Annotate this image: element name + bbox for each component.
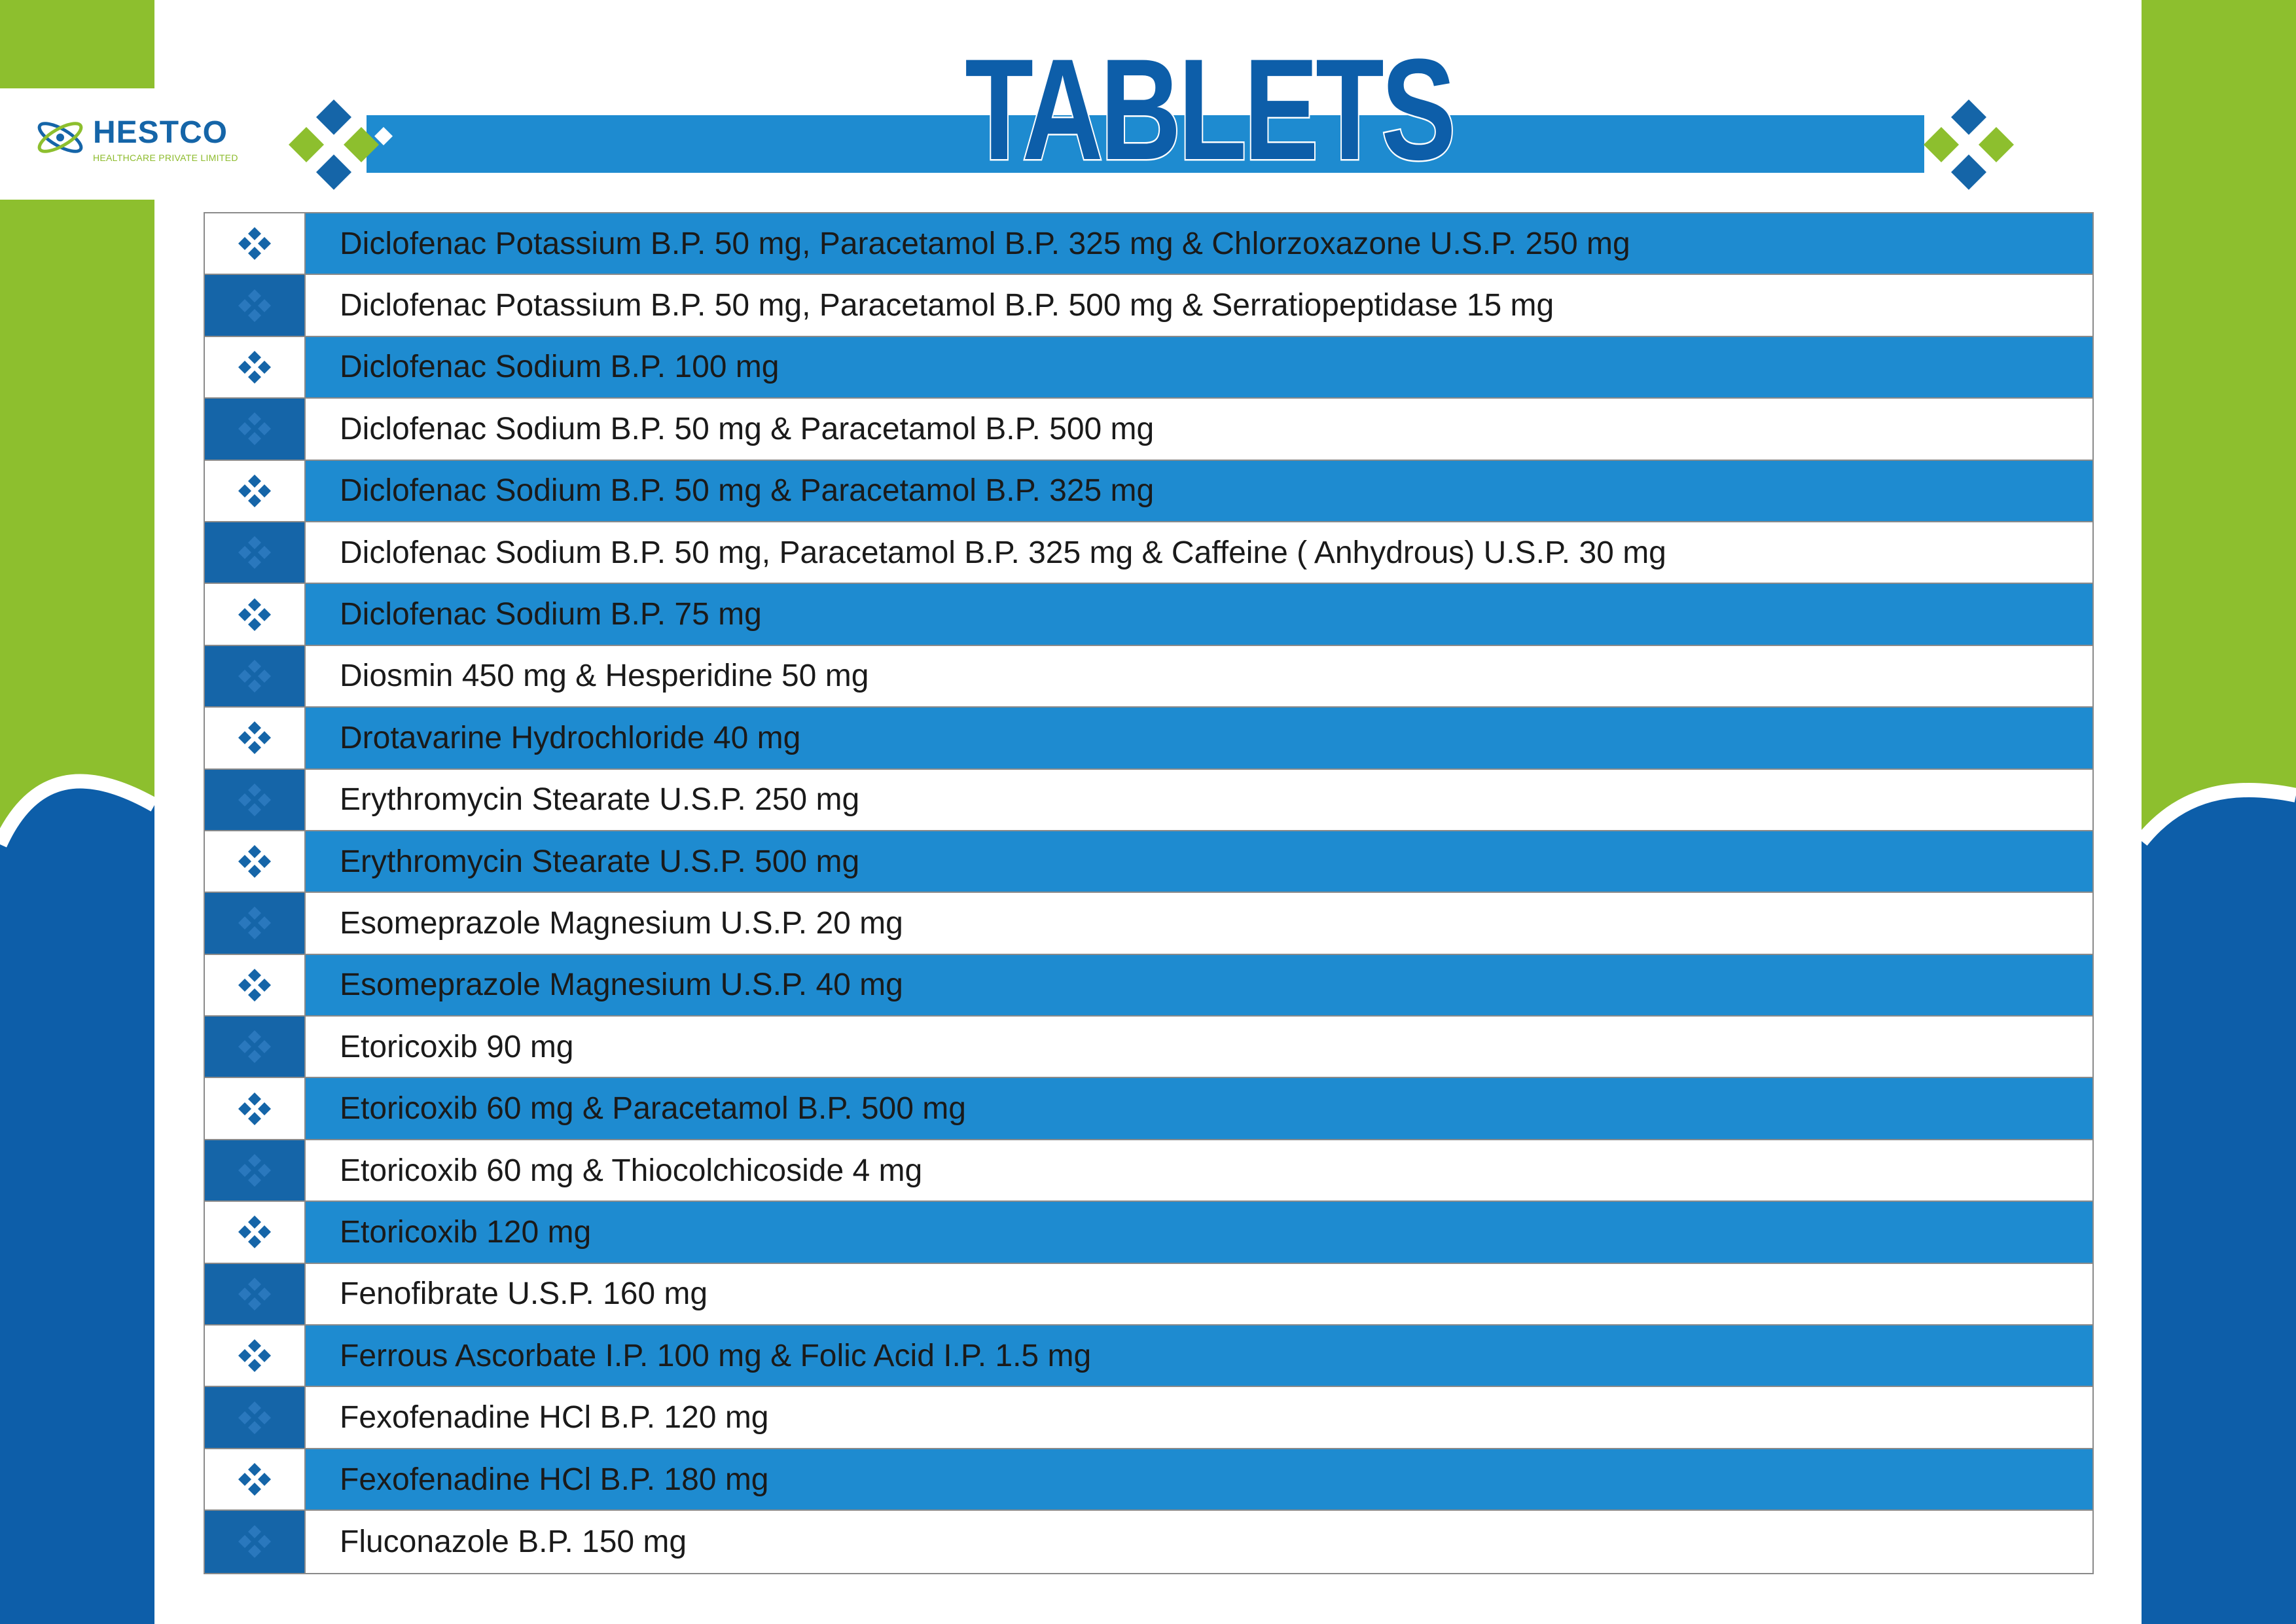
table-row <box>205 522 2092 584</box>
four-diamond-bullet-icon <box>205 1387 306 1447</box>
four-diamond-bullet-icon <box>205 1017 306 1077</box>
diamond-cluster-icon <box>1924 99 2014 190</box>
table-row <box>205 1449 2092 1511</box>
four-diamond-bullet-icon <box>205 708 306 768</box>
four-diamond-bullet-icon <box>205 584 306 644</box>
product-name: Diosmin 450 mg & Hesperidine 50 mg <box>306 646 2092 706</box>
product-name: Diclofenac Potassium B.P. 50 mg, Paracetamol B.P. 500 mg & Serratiopeptidase 15 mg <box>306 275 2092 335</box>
table-row <box>205 1078 2092 1140</box>
table-row <box>205 461 2092 522</box>
product-name: Etoricoxib 90 mg <box>306 1017 2092 1077</box>
left-side-panel <box>0 0 154 1624</box>
product-name: Fexofenadine HCl B.P. 120 mg <box>306 1387 2092 1447</box>
product-name: Diclofenac Sodium B.P. 50 mg & Paracetamol B.P. 325 mg <box>306 461 2092 521</box>
four-diamond-bullet-icon <box>205 1078 306 1138</box>
table-row <box>205 275 2092 336</box>
product-name: Diclofenac Sodium B.P. 50 mg & Paracetamol B.P. 500 mg <box>306 399 2092 459</box>
table-row <box>205 1326 2092 1387</box>
four-diamond-bullet-icon <box>205 399 306 459</box>
right-wave-decoration <box>2142 0 2296 1624</box>
table-row <box>205 708 2092 769</box>
product-name: Esomeprazole Magnesium U.S.P. 20 mg <box>306 893 2092 953</box>
four-diamond-bullet-icon <box>205 1449 306 1509</box>
product-name: Erythromycin Stearate U.S.P. 250 mg <box>306 770 2092 830</box>
product-name: Etoricoxib 60 mg & Thiocolchicoside 4 mg <box>306 1140 2092 1200</box>
brand-subtitle: HEALTHCARE PRIVATE LIMITED <box>93 153 238 163</box>
four-diamond-bullet-icon <box>205 1202 306 1262</box>
four-diamond-bullet-icon <box>205 955 306 1015</box>
product-name: Drotavarine Hydrochloride 40 mg <box>306 708 2092 768</box>
table-row <box>205 1017 2092 1078</box>
product-name: Diclofenac Sodium B.P. 100 mg <box>306 337 2092 397</box>
table-row <box>205 893 2092 954</box>
product-name: Fexofenadine HCl B.P. 180 mg <box>306 1449 2092 1509</box>
product-name: Etoricoxib 120 mg <box>306 1202 2092 1262</box>
product-name: Esomeprazole Magnesium U.S.P. 40 mg <box>306 955 2092 1015</box>
table-row <box>205 1387 2092 1449</box>
table-row <box>205 337 2092 399</box>
table-row <box>205 1140 2092 1202</box>
header-band <box>0 0 2296 196</box>
product-name: Diclofenac Potassium B.P. 50 mg, Paracetamol B.P. 325 mg & Chlorzoxazone U.S.P. 250 mg <box>306 213 2092 274</box>
table-row <box>205 770 2092 831</box>
page-title: TABLETS <box>965 29 1453 190</box>
table-row <box>205 1202 2092 1263</box>
four-diamond-bullet-icon <box>205 770 306 830</box>
product-name: Etoricoxib 60 mg & Paracetamol B.P. 500 mg <box>306 1078 2092 1138</box>
right-side-panel <box>2142 0 2296 1624</box>
company-logo <box>0 88 249 200</box>
diamond-cluster-icon <box>289 99 393 190</box>
four-diamond-bullet-icon <box>205 1511 306 1572</box>
four-diamond-bullet-icon <box>205 1264 306 1324</box>
four-diamond-bullet-icon <box>205 893 306 953</box>
four-diamond-bullet-icon <box>205 275 306 335</box>
table-row <box>205 399 2092 460</box>
four-diamond-bullet-icon <box>205 337 306 397</box>
product-name: Diclofenac Sodium B.P. 75 mg <box>306 584 2092 644</box>
table-row <box>205 1511 2092 1572</box>
table-row <box>205 831 2092 893</box>
product-name: Diclofenac Sodium B.P. 50 mg, Paracetamol B.P. 325 mg & Caffeine ( Anhydrous) U.S.P. 30 mg <box>306 522 2092 583</box>
four-diamond-bullet-icon <box>205 646 306 706</box>
product-name: Fenofibrate U.S.P. 160 mg <box>306 1264 2092 1324</box>
four-diamond-bullet-icon <box>205 213 306 274</box>
table-row <box>205 213 2092 275</box>
four-diamond-bullet-icon <box>205 1326 306 1386</box>
product-name: Erythromycin Stearate U.S.P. 500 mg <box>306 831 2092 892</box>
brand-name: HESTCO <box>93 115 228 150</box>
table-row <box>205 646 2092 708</box>
table-row <box>205 1264 2092 1326</box>
table-row <box>205 955 2092 1017</box>
atom-logo-icon <box>34 115 86 160</box>
product-name: Fluconazole B.P. 150 mg <box>306 1511 2092 1572</box>
product-table <box>204 212 2094 1574</box>
four-diamond-bullet-icon <box>205 522 306 583</box>
product-name: Ferrous Ascorbate I.P. 100 mg & Folic Acid I.P. 1.5 mg <box>306 1326 2092 1386</box>
four-diamond-bullet-icon <box>205 461 306 521</box>
four-diamond-bullet-icon <box>205 831 306 892</box>
left-wave-decoration <box>0 0 154 1624</box>
table-row <box>205 584 2092 645</box>
four-diamond-bullet-icon <box>205 1140 306 1200</box>
